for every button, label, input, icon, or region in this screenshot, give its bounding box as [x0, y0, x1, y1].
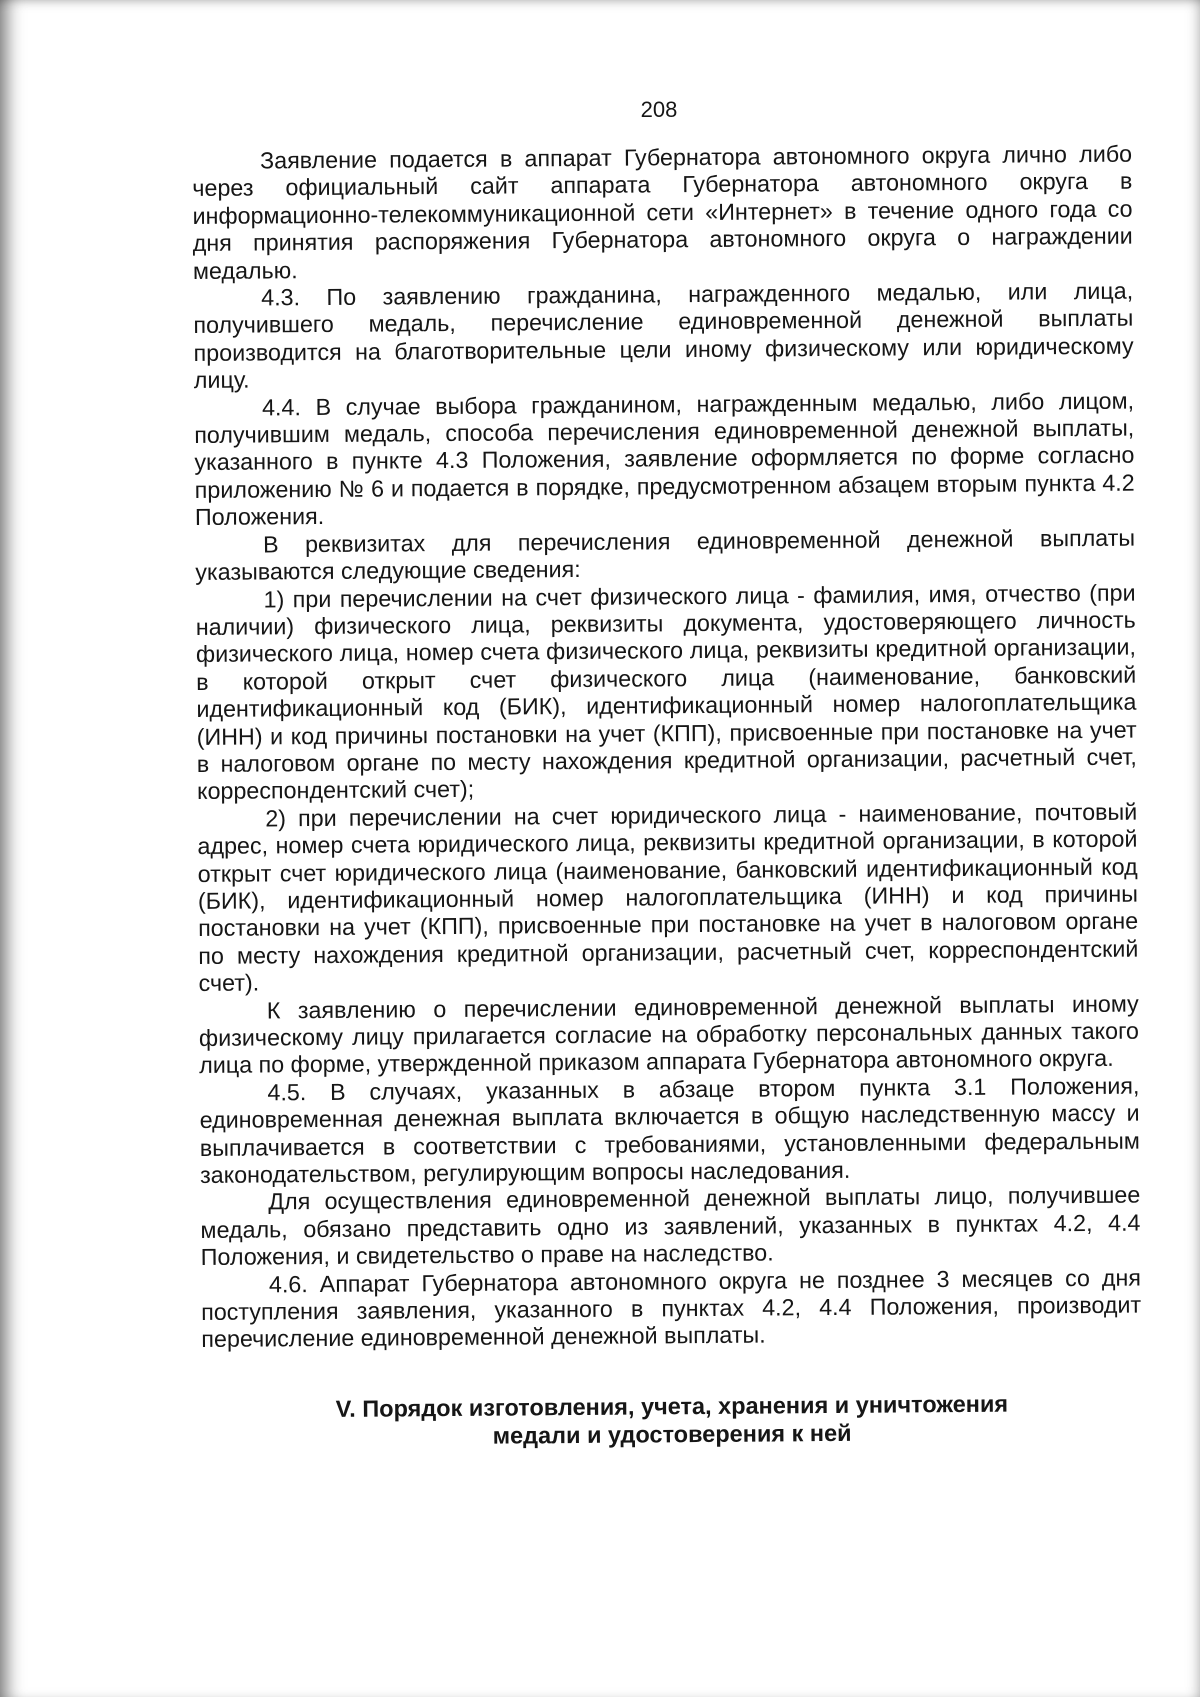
paragraph-inheritance: Для осуществления единовременной денежной выплаты лицо, получившее медаль, обязано представить одно из заявлений, указанных в пунктах 4.2, 4.4 Положения, и свидетельство о праве на наследство. — [200, 1182, 1141, 1271]
paragraph-requisites-intro: В реквизитах для перечисления единовременной денежной выплаты указываются следующие сведения: — [195, 524, 1136, 586]
paragraph-application-submission: Заявление подается в аппарат Губернатора автономного округа лично либо через официальный сайт аппарата Губернатора автономного округа в информационно-телекоммуникационной сети «Интернет» в течение одного года со дня принятия распоряжения Губернатора автономного округа о награждении медалью. — [192, 140, 1133, 284]
list-item-legal-entity: 2) при перечислении на счет юридического лица - наименование, почтовый адрес, номер счета юридического лица, реквизиты кредитной организации, в которой открыт счет юридического лица (наименование, банковский идентификационный код (БИК), идентификационный номер налогоплательщика (ИНН) и код причины постановки на учет (КПП), присвоенные при постановке на учет в налоговом органе по месту нахождения кредитной организации, расчетный счет, корреспондентский счет). — [197, 798, 1139, 997]
list-item-individual: 1) при перечислении на счет физического лица - фамилия, имя, отчество (при наличии) физического лица, реквизиты документа, удостоверяющего личность физического лица, номер счета физического лица, реквизиты кредитной организации, в которой открыт счет физического лица (наименование, банковский идентификационный код (БИК), идентификационный номер налогоплательщика (ИНН) и код причины постановки на учет (КПП), присвоенные при постановке на учет в налоговом органе по месту нахождения кредитной организации, расчетный счет, корреспондентский счет); — [195, 579, 1137, 805]
section-heading — [202, 1388, 1142, 1451]
section-heading-line-2: медали и удостоверения к ней — [492, 1419, 852, 1449]
paragraph-4-5: 4.5. В случаях, указанных в абзаце втором пункта 3.1 Положения, единовременная денежная выплата включается в общую наследственную массу и выплачивается в соответствии с требованиями, установленными федеральным законодательством, регулирующим вопросы наследования. — [199, 1072, 1140, 1188]
paragraph-4-3: 4.3. По заявлению гражданина, награжденного медалью, или лица, получившего медаль, перечисление единовременной денежной выплаты производится на благотворительные цели иному физическому или юридическому лицу. — [193, 277, 1134, 394]
document-body — [192, 141, 1142, 1452]
paragraph-4-4: 4.4. В случае выбора гражданином, награжденным медалью, либо лицом, получившим медаль, способа перечисления единовременной денежной выплаты, указанного в пункте 4.3 Положения, заявление оформляется по форме согласно приложению № 6 и подается в порядке, предусмотренном абзацем вторым пункта 4.2 Положения. — [194, 387, 1135, 531]
page-number: 208 — [640, 97, 678, 122]
paragraph-consent: К заявлению о перечислении единовременной денежной выплаты иному физическому лицу прилагается согласие на обработку персональных данных такого лица по форме, утвержденной приказом аппарата Губернатора автономного округа. — [198, 990, 1140, 1079]
paragraph-4-6: 4.6. Аппарат Губернатора автономного округа не позднее 3 месяцев со дня поступления заявления, указанного в пунктах 4.2, 4.4 Положения, производит перечисление единовременной денежной выплаты. — [201, 1264, 1142, 1353]
section-heading-line-1: V. Порядок изготовления, учета, хранения и уничтожения — [335, 1390, 1009, 1422]
